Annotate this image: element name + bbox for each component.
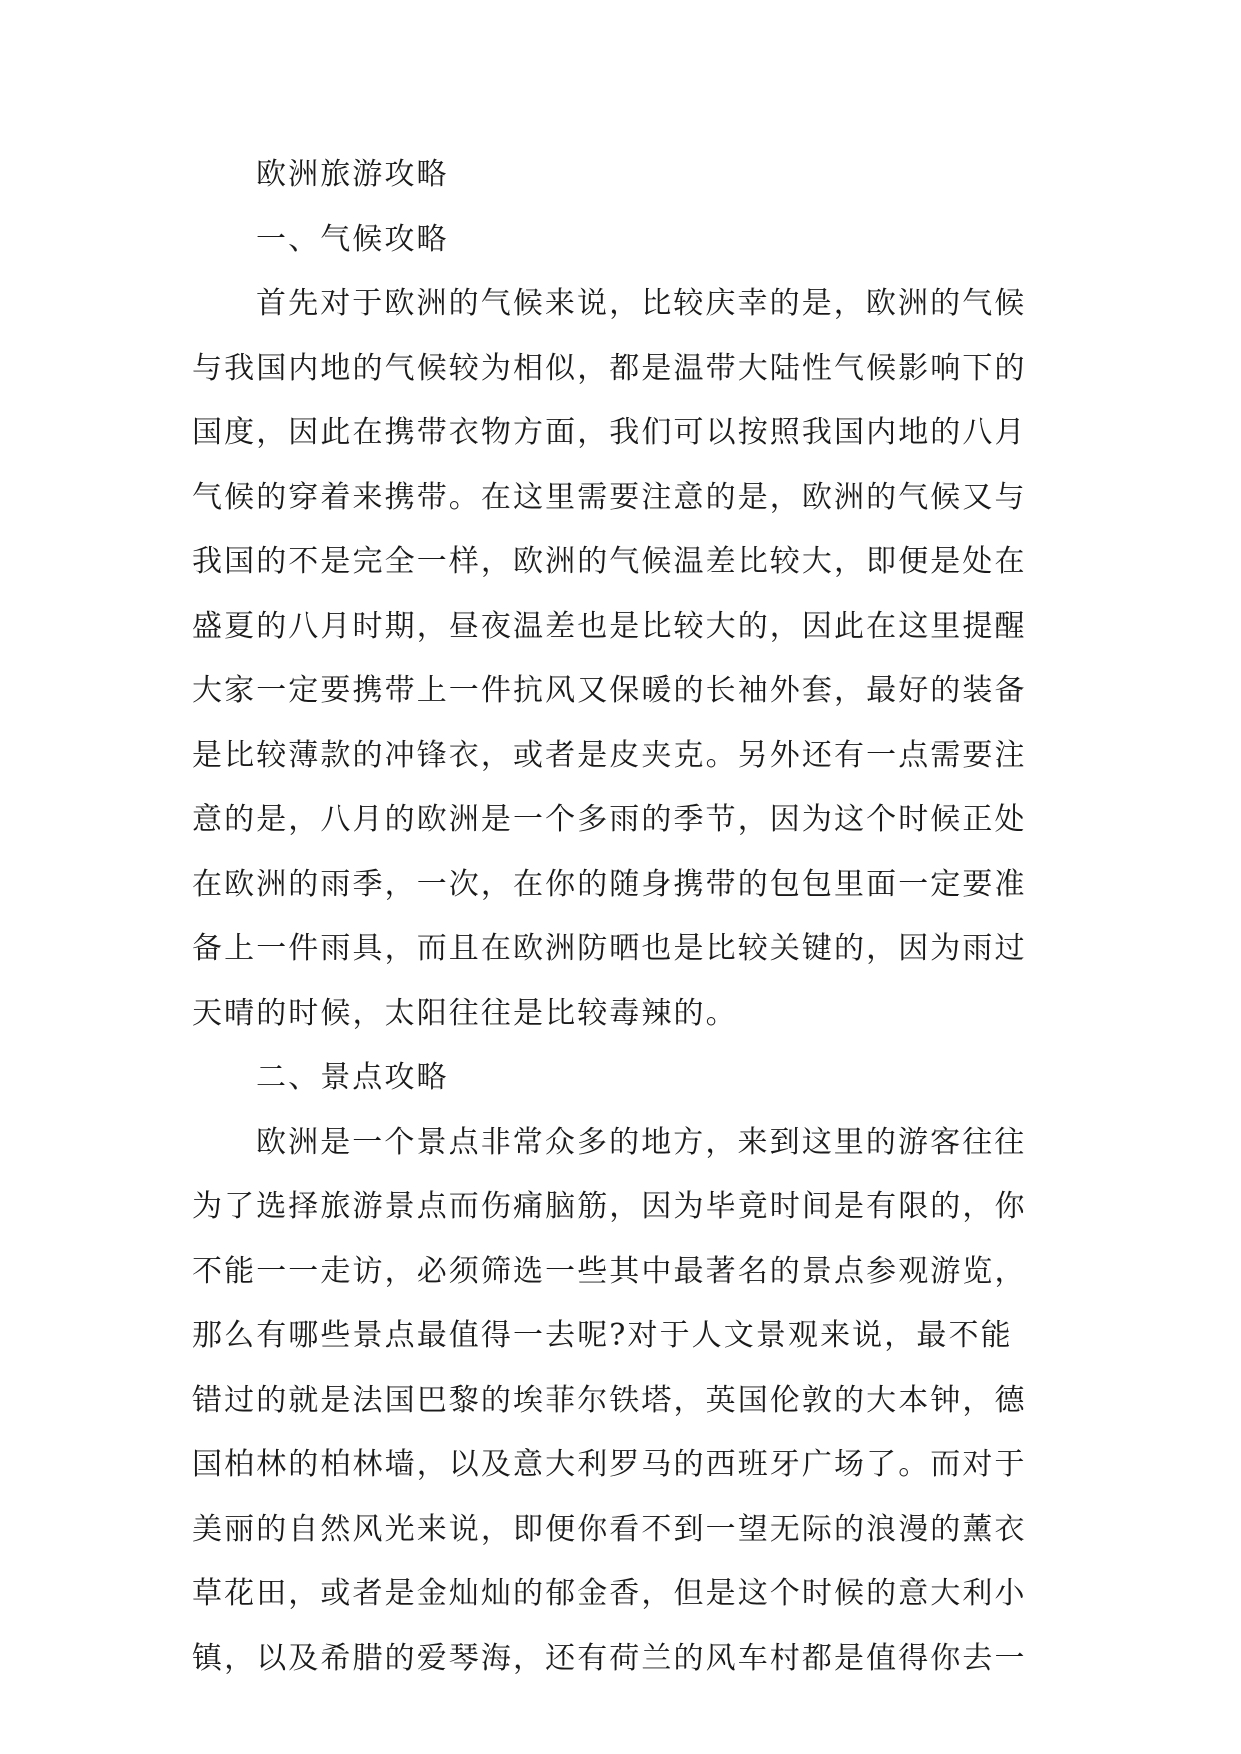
paragraph-line: 为了选择旅游景点而伤痛脑筋，因为毕竟时间是有限的，你 (192, 1189, 1027, 1224)
paragraph-line: 与我国内地的气候较为相似，都是温带大陆性气候影响下的 (192, 350, 1027, 386)
paragraph-line: 大家一定要携带上一件抗风又保暖的长袖外套，最好的装备 (192, 673, 1027, 708)
paragraph-line: 意的是，八月的欧洲是一个多雨的季节，因为这个时候正处 (192, 802, 1027, 837)
section-heading-climate: 一、气候攻略 (256, 221, 449, 257)
paragraph-line: 美丽的自然风光来说，即便你看不到一望无际的浪漫的薰衣 (192, 1511, 1027, 1547)
paragraph-line: 错过的就是法国巴黎的埃菲尔铁塔，英国伦敦的大本钟，德 (192, 1382, 1027, 1418)
paragraph-line: 在欧洲的雨季，一次，在你的随身携带的包包里面一定要准 (192, 866, 1027, 902)
paragraph-line: 我国的不是完全一样，欧洲的气候温差比较大，即便是处在 (192, 544, 1027, 579)
paragraph-line: 盛夏的八月时期，昼夜温差也是比较大的，因此在这里提醒 (192, 608, 1027, 644)
document-body (192, 155, 1049, 1679)
paragraph-line: 天晴的时候，太阳往往是比较毒辣的。 (192, 995, 738, 1031)
paragraph-line: 国度，因此在携带衣物方面，我们可以按照我国内地的八月 (192, 415, 1027, 450)
paragraph-line: 镇，以及希腊的爱琴海，还有荷兰的风车村都是值得你去一 (192, 1640, 1027, 1676)
paragraph-line: 草花田，或者是金灿灿的郁金香，但是这个时候的意大利小 (192, 1576, 1027, 1611)
paragraph-line: 气候的穿着来携带。在这里需要注意的是，欧洲的气候又与 (192, 479, 1027, 515)
paragraph-line: 首先对于欧洲的气候来说，比较庆幸的是，欧洲的气候 (256, 286, 1027, 321)
paragraph-line: 不能一一走访，必须筛选一些其中最著名的景点参观游览， (192, 1253, 1027, 1289)
paragraph-line: 是比较薄款的冲锋衣，或者是皮夹克。另外还有一点需要注 (192, 737, 1027, 773)
section-heading-attractions: 二、景点攻略 (256, 1060, 449, 1095)
document-title: 欧洲旅游攻略 (256, 157, 449, 192)
paragraph-line: 那么有哪些景点最值得一去呢?对于人文景观来说，最不能 (192, 1318, 1013, 1353)
paragraph-line: 欧洲是一个景点非常众多的地方，来到这里的游客往往 (256, 1124, 1027, 1160)
paragraph-line: 备上一件雨具，而且在欧洲防晒也是比较关键的，因为雨过 (192, 931, 1027, 966)
paragraph-line: 国柏林的柏林墙，以及意大利罗马的西班牙广场了。而对于 (192, 1447, 1027, 1482)
